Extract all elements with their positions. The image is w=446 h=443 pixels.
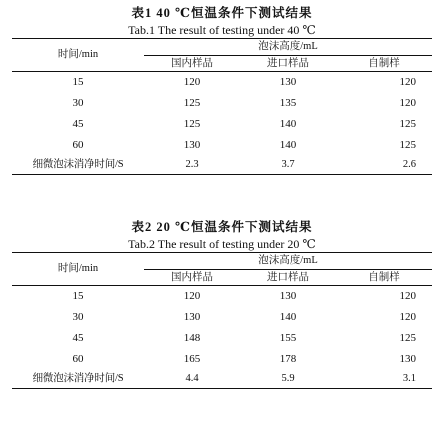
summary-label: 细微泡沫消净时间/S bbox=[12, 370, 144, 389]
time-cell: 45 bbox=[72, 332, 84, 344]
value-cell: 4.4 bbox=[144, 370, 240, 389]
table-2-col-domestic: 国内样品 bbox=[144, 270, 240, 286]
table-1-col-domestic: 国内样品 bbox=[144, 56, 240, 72]
value-cell: 3.1 bbox=[336, 370, 432, 389]
value-cell: 130 bbox=[279, 290, 297, 302]
value-cell: 135 bbox=[279, 97, 297, 109]
table-1-time-header: 时间/min bbox=[12, 39, 144, 72]
value-cell: 120 bbox=[399, 97, 417, 109]
value-cell: 2.6 bbox=[336, 156, 432, 175]
value-cell: 155 bbox=[279, 332, 297, 344]
value-cell: 165 bbox=[183, 353, 201, 365]
table-1 bbox=[12, 38, 432, 175]
value-cell: 2.3 bbox=[144, 156, 240, 175]
value-cell: 130 bbox=[399, 353, 417, 365]
value-cell: 140 bbox=[279, 118, 297, 130]
summary-row bbox=[12, 156, 432, 175]
time-cell: 30 bbox=[72, 311, 84, 323]
table-row bbox=[12, 114, 432, 135]
summary-row bbox=[12, 370, 432, 389]
table-row bbox=[12, 93, 432, 114]
value-cell: 148 bbox=[183, 332, 201, 344]
time-cell: 15 bbox=[72, 290, 84, 302]
table-2-caption-zh: 表2 20 ℃恒温条件下测试结果 bbox=[131, 220, 313, 234]
table-1-col-imported: 进口样品 bbox=[240, 56, 336, 72]
table-1-group-header: 泡沫高度/mL bbox=[144, 39, 432, 56]
table-2 bbox=[12, 252, 432, 389]
value-cell: 130 bbox=[279, 76, 297, 88]
table-row bbox=[12, 72, 432, 94]
value-cell: 3.7 bbox=[240, 156, 336, 175]
table-row bbox=[12, 135, 432, 156]
summary-label: 细微泡沫消净时间/S bbox=[12, 156, 144, 175]
table-1-col-homemade: 自制样 bbox=[336, 56, 432, 72]
table-row bbox=[12, 328, 432, 349]
value-cell: 140 bbox=[279, 139, 297, 151]
time-cell: 30 bbox=[72, 97, 84, 109]
value-cell: 125 bbox=[399, 332, 417, 344]
value-cell: 178 bbox=[279, 353, 297, 365]
value-cell: 125 bbox=[399, 139, 417, 151]
value-cell: 125 bbox=[399, 118, 417, 130]
table-row bbox=[12, 349, 432, 370]
time-cell: 15 bbox=[72, 76, 84, 88]
value-cell: 120 bbox=[399, 76, 417, 88]
value-cell: 125 bbox=[183, 118, 201, 130]
value-cell: 120 bbox=[183, 76, 201, 88]
table-2-caption-en: Tab.2 The result of testing under 20 ℃ bbox=[128, 237, 316, 251]
table-1-caption-zh: 表1 40 ℃恒温条件下测试结果 bbox=[131, 6, 313, 20]
value-cell: 130 bbox=[183, 139, 201, 151]
value-cell: 120 bbox=[399, 311, 417, 323]
table-1-caption-en: Tab.1 The result of testing under 40 ℃ bbox=[128, 23, 316, 37]
table-2-block bbox=[12, 218, 432, 389]
table-1-block bbox=[12, 4, 432, 175]
table-row bbox=[12, 307, 432, 328]
value-cell: 130 bbox=[183, 311, 201, 323]
value-cell: 120 bbox=[399, 290, 417, 302]
table-2-col-imported: 进口样品 bbox=[240, 270, 336, 286]
time-cell: 60 bbox=[72, 353, 84, 365]
value-cell: 120 bbox=[183, 290, 201, 302]
table-2-time-header: 时间/min bbox=[12, 253, 144, 286]
table-2-col-homemade: 自制样 bbox=[336, 270, 432, 286]
table-2-group-header: 泡沫高度/mL bbox=[144, 253, 432, 270]
time-cell: 60 bbox=[72, 139, 84, 151]
value-cell: 5.9 bbox=[240, 370, 336, 389]
value-cell: 125 bbox=[183, 97, 201, 109]
value-cell: 140 bbox=[279, 311, 297, 323]
table-row bbox=[12, 286, 432, 308]
time-cell: 45 bbox=[72, 118, 84, 130]
